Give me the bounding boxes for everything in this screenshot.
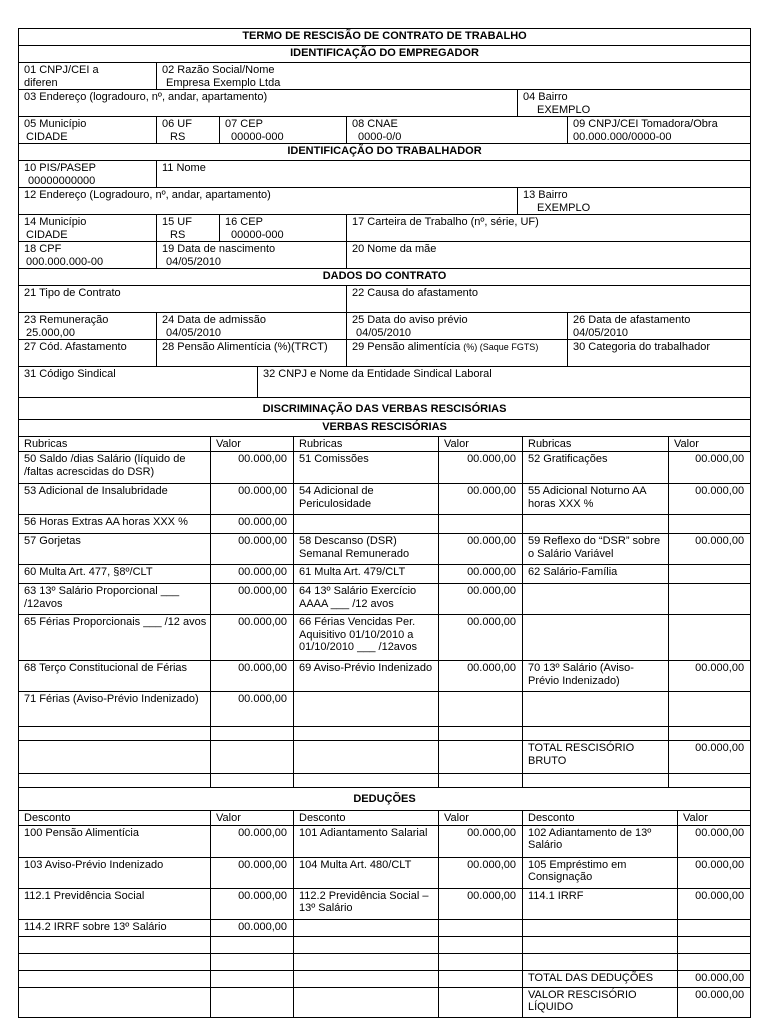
value-cell[interactable]: 00.000,00 <box>439 584 523 615</box>
item-cell <box>19 741 211 774</box>
col-valor: Valor <box>439 810 523 825</box>
table-row <box>19 919 751 936</box>
table-row <box>19 692 751 727</box>
deducoes-body <box>19 825 751 1017</box>
value-cell[interactable] <box>669 615 751 661</box>
value-cell[interactable]: 00.000,00 <box>211 919 294 936</box>
value-cell[interactable] <box>439 692 523 727</box>
value-cell[interactable]: 00.000,00 <box>211 515 294 534</box>
value-cell[interactable] <box>439 936 523 953</box>
value-cell[interactable]: 00.000,00 <box>211 661 294 692</box>
item-cell <box>19 970 211 987</box>
field-05-municipio[interactable]: 05 Município CIDADE <box>19 117 157 144</box>
item-cell: 114.1 IRRF <box>523 888 678 919</box>
form-title: TERMO DE RESCISÃO DE CONTRATO DE TRABALHO <box>19 29 751 46</box>
field-20-nome-mae[interactable]: 20 Nome da mãe <box>347 242 751 269</box>
field-21-tipo-contrato[interactable]: 21 Tipo de Contrato <box>19 286 347 313</box>
field-11-nome[interactable]: 11 Nome <box>157 161 751 188</box>
value-cell[interactable]: 00.000,00 <box>211 452 294 484</box>
value-cell[interactable]: 00.000,00 <box>439 534 523 565</box>
item-cell: 55 Adicional Noturno AA horas XXX % <box>523 484 669 515</box>
field-07-cep[interactable]: 07 CEP 00000-000 <box>220 117 347 144</box>
table-row <box>19 774 751 788</box>
field-18-cpf[interactable]: 18 CPF 000.000.000-00 <box>19 242 157 269</box>
value-cell[interactable]: 00.000,00 <box>669 741 751 774</box>
item-cell <box>19 936 211 953</box>
contract-heading: DADOS DO CONTRATO <box>19 269 751 286</box>
col-valor: Valor <box>669 437 751 452</box>
value-cell[interactable] <box>211 741 294 774</box>
item-cell <box>19 727 211 741</box>
item-cell: 104 Multa Art. 480/CLT <box>294 857 439 888</box>
value-cell[interactable]: 00.000,00 <box>211 857 294 888</box>
table-row <box>19 534 751 565</box>
value-cell[interactable] <box>211 727 294 741</box>
value-cell[interactable] <box>678 919 751 936</box>
field-12-endereco[interactable]: 12 Endereço (Logradouro, nº, andar, apartamento) <box>19 188 518 215</box>
value-cell[interactable] <box>678 936 751 953</box>
item-cell <box>523 936 678 953</box>
table-row <box>19 987 751 1017</box>
verbas-heading: VERBAS RESCISÓRIAS <box>19 420 751 437</box>
item-cell: 103 Aviso-Prévio Indenizado <box>19 857 211 888</box>
verbas-table <box>18 398 751 789</box>
item-cell <box>294 774 439 788</box>
item-cell <box>523 515 669 534</box>
field-04-bairro[interactable]: 04 Bairro EXEMPLO <box>518 90 751 117</box>
table-row <box>19 825 751 857</box>
table-row <box>19 565 751 584</box>
field-16-cep[interactable]: 16 CEP 00000-000 <box>220 215 347 242</box>
value-cell[interactable] <box>439 987 523 1017</box>
item-cell: 58 Descanso (DSR) Semanal Remunerado <box>294 534 439 565</box>
value-cell[interactable] <box>211 936 294 953</box>
value-cell[interactable] <box>678 953 751 970</box>
value-cell[interactable] <box>669 774 751 788</box>
table-row <box>19 661 751 692</box>
value-cell[interactable]: 00.000,00 <box>211 565 294 584</box>
value-cell[interactable] <box>439 741 523 774</box>
item-cell: 52 Gratificações <box>523 452 669 484</box>
field-32-entidade-sindical[interactable]: 32 CNPJ e Nome da Entidade Sindical Laboral <box>258 367 751 397</box>
value-cell[interactable] <box>439 919 523 936</box>
item-cell: 112.2 Previdência Social – 13º Salário <box>294 888 439 919</box>
table-row <box>19 615 751 661</box>
item-cell: 56 Horas Extras AA horas XXX % <box>19 515 211 534</box>
discrim-heading: DISCRIMINAÇÃO DAS VERBAS RESCISÓRIAS <box>19 398 751 420</box>
item-cell <box>523 953 678 970</box>
deducoes-heading: DEDUÇÕES <box>19 788 751 810</box>
field-26-afastamento[interactable]: 26 Data de afastamento 04/05/2010 <box>568 313 751 340</box>
value-cell[interactable]: 00.000,00 <box>669 452 751 484</box>
value-cell[interactable] <box>669 565 751 584</box>
item-cell <box>523 919 678 936</box>
field-28-pensao-trct[interactable]: 28 Pensão Alimentícia (%)(TRCT) <box>157 340 347 367</box>
item-cell: 105 Empréstimo em Consignação <box>523 857 678 888</box>
value-cell[interactable] <box>439 727 523 741</box>
value-cell[interactable]: 00.000,00 <box>439 452 523 484</box>
field-24-admissao[interactable]: 24 Data de admissão 04/05/2010 <box>157 313 347 340</box>
table-row <box>19 953 751 970</box>
col-desconto: Desconto <box>294 810 439 825</box>
value-cell[interactable] <box>669 515 751 534</box>
item-cell <box>294 692 439 727</box>
field-09-cnpj-tomadora[interactable]: 09 CNPJ/CEI Tomadora/Obra 00.000.000/0000-00 <box>568 117 751 144</box>
item-cell <box>523 727 669 741</box>
field-08-cnae[interactable]: 08 CNAE 0000-0/0 <box>347 117 568 144</box>
item-cell: 51 Comissões <box>294 452 439 484</box>
field-13-bairro[interactable]: 13 Bairro EXEMPLO <box>518 188 751 215</box>
item-cell <box>294 936 439 953</box>
value-cell[interactable]: 00.000,00 <box>678 857 751 888</box>
field-02-razao-social[interactable]: 02 Razão Social/Nome Empresa Exemplo Ltda <box>157 63 751 90</box>
item-cell: 57 Gorjetas <box>19 534 211 565</box>
table-row <box>19 484 751 515</box>
item-cell: 60 Multa Art. 477, §8º/CLT <box>19 565 211 584</box>
item-cell <box>294 741 439 774</box>
item-cell <box>294 515 439 534</box>
value-cell[interactable]: 00.000,00 <box>678 970 751 987</box>
field-27-cod-afastamento[interactable]: 27 Cód. Afastamento <box>19 340 157 367</box>
sindical-table <box>18 367 751 398</box>
employer-heading: IDENTIFICAÇÃO DO EMPREGADOR <box>19 46 751 63</box>
col-valor: Valor <box>211 437 294 452</box>
item-cell: 112.1 Previdência Social <box>19 888 211 919</box>
table-row <box>19 857 751 888</box>
value-cell[interactable] <box>439 953 523 970</box>
field-31-codigo-sindical[interactable]: 31 Código Sindical <box>19 367 258 397</box>
field-10-pis[interactable]: 10 PIS/PASEP 00000000000 <box>19 161 157 188</box>
value-cell[interactable]: 00.000,00 <box>439 825 523 857</box>
value-cell[interactable]: 00.000,00 <box>678 825 751 857</box>
value-cell[interactable]: 00.000,00 <box>211 615 294 661</box>
deducoes-table <box>18 788 751 1018</box>
item-cell: 68 Terço Constitucional de Férias <box>19 661 211 692</box>
value-cell[interactable] <box>439 515 523 534</box>
value-cell[interactable]: 00.000,00 <box>669 534 751 565</box>
field-01-cnpj[interactable]: 01 CNPJ/CEI a diferen <box>19 63 157 90</box>
field-06-uf[interactable]: 06 UF RS <box>157 117 220 144</box>
item-cell: 63 13º Salário Proporcional ___ /12avos <box>19 584 211 615</box>
value-cell[interactable]: 00.000,00 <box>211 534 294 565</box>
field-15-uf[interactable]: 15 UF RS <box>157 215 220 242</box>
col-rubricas: Rubricas <box>294 437 439 452</box>
field-22-causa[interactable]: 22 Causa do afastamento <box>347 286 751 313</box>
value-cell[interactable]: 00.000,00 <box>678 888 751 919</box>
item-cell <box>523 774 669 788</box>
value-cell[interactable] <box>439 970 523 987</box>
item-cell: 61 Multa Art. 479/CLT <box>294 565 439 584</box>
col-valor: Valor <box>439 437 523 452</box>
item-cell: 65 Férias Proporcionais ___ /12 avos <box>19 615 211 661</box>
item-cell: 101 Adiantamento Salarial <box>294 825 439 857</box>
table-row <box>19 970 751 987</box>
value-cell[interactable]: 00.000,00 <box>211 584 294 615</box>
table-row <box>19 452 751 484</box>
item-cell: 102 Adiantamento de 13º Salário <box>523 825 678 857</box>
item-cell <box>523 584 669 615</box>
value-cell[interactable] <box>211 987 294 1017</box>
value-cell[interactable] <box>669 727 751 741</box>
value-cell[interactable] <box>211 774 294 788</box>
field-17-ctps[interactable]: 17 Carteira de Trabalho (nº, série, UF) <box>347 215 751 242</box>
field-30-categoria[interactable]: 30 Categoria do trabalhador <box>568 340 751 367</box>
field-25-aviso-previo[interactable]: 25 Data do aviso prévio 04/05/2010 <box>347 313 568 340</box>
deducoes-header-row <box>19 810 751 825</box>
value-cell[interactable] <box>439 774 523 788</box>
header-table <box>18 28 751 367</box>
value-cell[interactable] <box>211 953 294 970</box>
value-cell[interactable]: 00.000,00 <box>678 987 751 1017</box>
col-valor: Valor <box>211 810 294 825</box>
col-rubricas: Rubricas <box>19 437 211 452</box>
verbas-body <box>19 452 751 788</box>
item-cell <box>294 953 439 970</box>
verbas-header-row <box>19 437 751 452</box>
item-cell: 54 Adicional de Periculosidade <box>294 484 439 515</box>
item-cell: 53 Adicional de Insalubridade <box>19 484 211 515</box>
value-cell[interactable]: 00.000,00 <box>439 484 523 515</box>
field-23-remuneracao[interactable]: 23 Remuneração 25.000,00 <box>19 313 157 340</box>
item-cell <box>294 727 439 741</box>
table-row <box>19 584 751 615</box>
value-cell[interactable]: 00.000,00 <box>211 692 294 727</box>
item-cell: 70 13º Salário (Aviso-Prévio Indenizado) <box>523 661 669 692</box>
item-cell: 100 Pensão Alimentícia <box>19 825 211 857</box>
value-cell[interactable]: 00.000,00 <box>439 565 523 584</box>
col-desconto: Desconto <box>19 810 211 825</box>
item-cell: 66 Férias Vencidas Per. Aquisitivo 01/10/2010 a 01/10/2010 ___ /12avos <box>294 615 439 661</box>
value-cell[interactable]: 00.000,00 <box>439 888 523 919</box>
item-cell <box>294 919 439 936</box>
worker-heading: IDENTIFICAÇÃO DO TRABALHADOR <box>19 144 751 161</box>
field-19-nascimento[interactable]: 19 Data de nascimento 04/05/2010 <box>157 242 347 269</box>
col-rubricas: Rubricas <box>523 437 669 452</box>
value-cell[interactable]: 00.000,00 <box>211 484 294 515</box>
value-cell[interactable]: 00.000,00 <box>439 661 523 692</box>
item-cell <box>19 953 211 970</box>
value-cell[interactable]: 00.000,00 <box>669 661 751 692</box>
trct-form <box>18 28 750 1018</box>
item-cell: 114.2 IRRF sobre 13º Salário <box>19 919 211 936</box>
item-cell <box>523 692 669 727</box>
item-cell: 71 Férias (Aviso-Prévio Indenizado) <box>19 692 211 727</box>
item-cell: 69 Aviso-Prévio Indenizado <box>294 661 439 692</box>
value-cell[interactable] <box>211 970 294 987</box>
table-row <box>19 727 751 741</box>
item-cell <box>523 615 669 661</box>
value-cell[interactable]: 00.000,00 <box>669 484 751 515</box>
item-cell: TOTAL RESCISÓRIO BRUTO <box>523 741 669 774</box>
table-row <box>19 888 751 919</box>
field-29-pensao-fgts[interactable]: 29 Pensão alimentícia (%) (Saque FGTS) <box>347 340 568 367</box>
item-cell: 62 Salário-Família <box>523 565 669 584</box>
item-cell: 64 13º Salário Exercício AAAA ___ /12 avos <box>294 584 439 615</box>
field-03-endereco[interactable]: 03 Endereço (logradouro, nº, andar, apartamento) <box>19 90 518 117</box>
table-row <box>19 936 751 953</box>
value-cell[interactable] <box>669 692 751 727</box>
col-desconto: Desconto <box>523 810 678 825</box>
item-cell: TOTAL DAS DEDUÇÕES <box>523 970 678 987</box>
field-14-municipio[interactable]: 14 Município CIDADE <box>19 215 157 242</box>
table-row <box>19 741 751 774</box>
value-cell[interactable]: 00.000,00 <box>211 888 294 919</box>
value-cell[interactable]: 00.000,00 <box>439 857 523 888</box>
value-cell[interactable] <box>669 584 751 615</box>
col-valor: Valor <box>678 810 751 825</box>
value-cell[interactable]: 00.000,00 <box>439 615 523 661</box>
table-row <box>19 515 751 534</box>
item-cell: VALOR RESCISÓRIO LÍQUIDO <box>523 987 678 1017</box>
value-cell[interactable]: 00.000,00 <box>211 825 294 857</box>
item-cell <box>19 987 211 1017</box>
item-cell: 50 Saldo /dias Salário (líquido de /faltas acrescidas do DSR) <box>19 452 211 484</box>
item-cell <box>294 987 439 1017</box>
item-cell <box>294 970 439 987</box>
item-cell: 59 Reflexo do “DSR” sobre o Salário Variável <box>523 534 669 565</box>
item-cell <box>19 774 211 788</box>
